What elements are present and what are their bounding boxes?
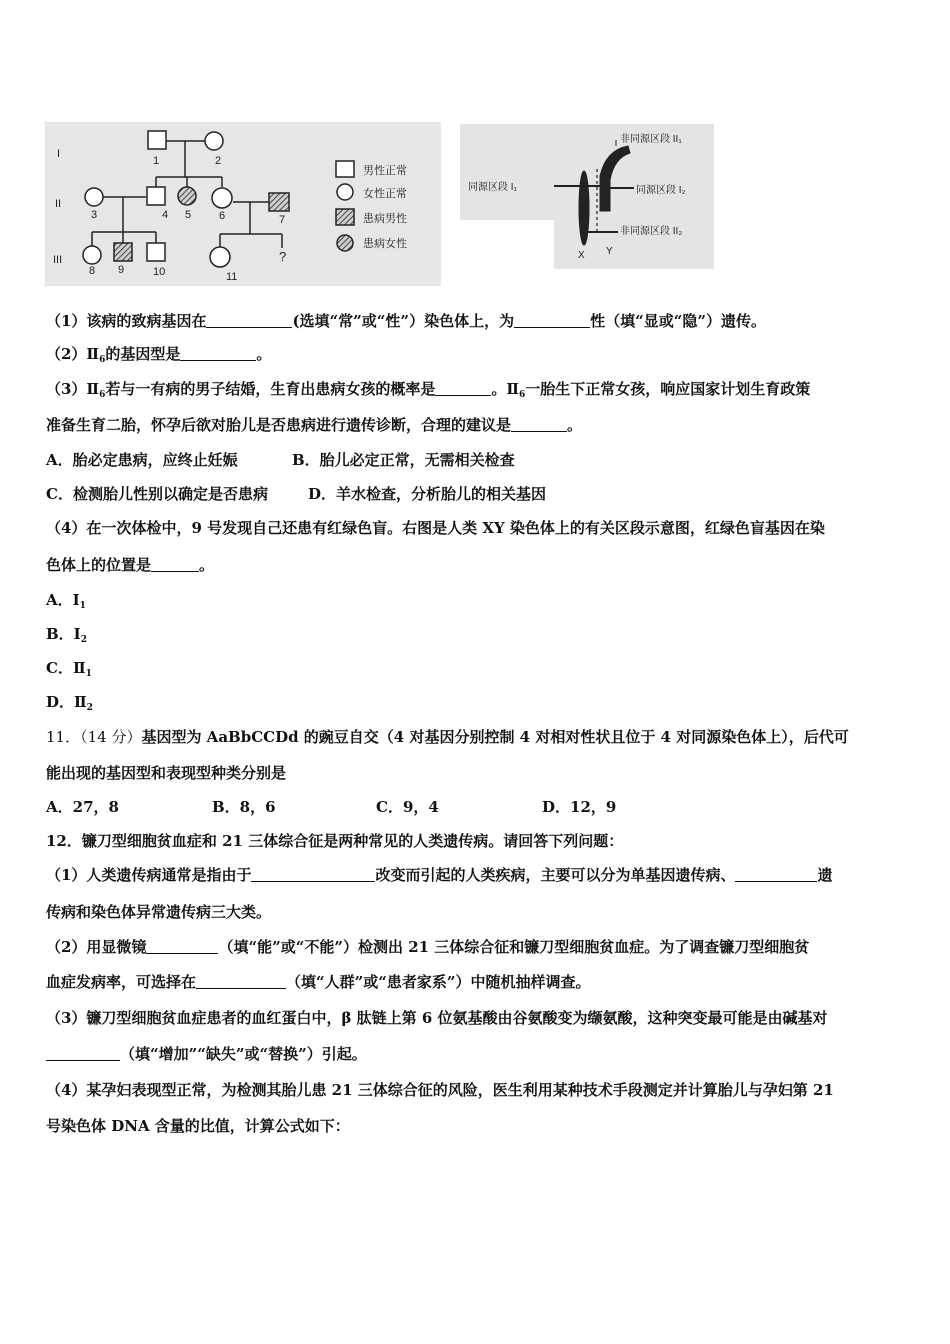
legend-affected-female: 患病女性 bbox=[363, 238, 407, 250]
pedigree-gen-I: I bbox=[57, 148, 61, 160]
q10-option-A: A．胎必定患病，应终止妊娠 bbox=[46, 451, 238, 469]
xy-label-y: Y bbox=[606, 246, 613, 257]
pedigree-III8-female bbox=[83, 246, 101, 264]
legend-affected-male-symbol bbox=[336, 209, 354, 225]
pedigree-num-7: 7 bbox=[279, 214, 286, 226]
pedigree-III10-male bbox=[147, 243, 165, 261]
pedigree-num-9: 9 bbox=[118, 264, 125, 276]
q12-part3-line1: （3）镰刀型细胞贫血症患者的血红蛋白中，β 肽链上第 6 位氨基酸由谷氨酸变为缬氨酸，这种突变最可能是由碱基对 bbox=[46, 1009, 828, 1027]
q11-option-C: C．9，4 bbox=[376, 798, 439, 816]
q12-part4-line1: （4）某孕妇表现型正常，为检测其胎儿患 21 三体综合征的风险，医生利用某种技术手段测定并计算胎儿与孕妇第 21 bbox=[46, 1081, 834, 1099]
pedigree-num-4: 4 bbox=[162, 209, 169, 221]
q10-options-AB bbox=[46, 449, 908, 471]
xy-label-x: X bbox=[578, 250, 585, 261]
q10-option-C: C．检测胎儿性别以确定是否患病 bbox=[46, 485, 268, 503]
q12-part1-line1: （1）人类遗传病通常是指由于 改变而引起的人类疾病，主要可以分为单基因遗传病、 遗 bbox=[46, 866, 833, 884]
pedigree-num-11: 11 bbox=[226, 271, 238, 283]
q12-part1-line2: 传病和染色体异常遗传病三大类。 bbox=[46, 903, 272, 921]
pedigree-II5-affected-female bbox=[178, 187, 196, 205]
legend-affected-male: 患病男性 bbox=[363, 213, 407, 225]
xy-label-I1: 同源区段 I₁ bbox=[468, 182, 517, 193]
q10-part2: $(2)Ⅱ_6$的基因型是 。 bbox=[46, 345, 272, 365]
pedigree-I2-female bbox=[205, 132, 223, 150]
pedigree-num-1: 1 bbox=[153, 155, 160, 167]
q11-stem-line2: 能出现的基因型和表现型种类分别是 bbox=[46, 764, 287, 782]
pedigree-num-2: 2 bbox=[215, 155, 222, 167]
q10-option-D: D．羊水检查，分析胎儿的相关基因 bbox=[308, 485, 547, 503]
q10-part3-line2: 准备生育二胎，怀孕后欲对胎儿是否患病进行遗传诊断，合理的建议是 。 bbox=[46, 416, 583, 434]
q10-p4-option-A: A．$I_1$ bbox=[46, 591, 86, 611]
q12-part2-line1: （2）用显微镜 （填“能”或“不能”）检测出 21 三体综合征和镰刀型细胞贫血症。为了调查镰刀型细胞贫 bbox=[46, 938, 810, 956]
q10-part4-line1: （4）在一次体检中，9 号发现自己还患有红绿色盲。右图是人类 XY 染色体上的有关区段示意图，红绿色盲基因在染 bbox=[46, 519, 825, 537]
pedigree-num-5: 5 bbox=[185, 209, 192, 221]
pedigree-I1-male bbox=[148, 131, 166, 149]
xy-label-II2: 非同源区段 II₂ bbox=[620, 226, 683, 237]
q10-options-CD bbox=[46, 483, 908, 505]
q10-part3-line1: $(3)Ⅱ_6$若与一有病的男子结婚，生育出患病女孩的概率是 。$Ⅱ_6$一胎生下正常女孩，响应国家计划生育政策 bbox=[46, 380, 811, 400]
q10-p4-option-D: D．$Ⅱ_2$ bbox=[46, 693, 93, 713]
q12-part4-line2: 号染色体 DNA 含量的比值，计算公式如下： bbox=[46, 1117, 350, 1135]
xy-chromosome-figure bbox=[460, 124, 714, 269]
q11-option-A: A．27，8 bbox=[46, 798, 119, 816]
q12-intro: 12．镰刀型细胞贫血症和 21 三体综合征是两种常见的人类遗传病。请回答下列问题： bbox=[46, 832, 624, 850]
xy-label-I2: 同源区段 I₂ bbox=[636, 185, 686, 196]
pedigree-III9-affected-male bbox=[114, 243, 132, 261]
q10-part1: （1）该病的致病基因在 (选填“常”或“性”）染色体上，为 性（填“显或“隐”）遗传。 bbox=[46, 312, 766, 330]
pedigree-figure bbox=[45, 122, 441, 286]
q11-options bbox=[46, 796, 908, 818]
pedigree-num-8: 8 bbox=[89, 265, 96, 277]
q11-stem-line1: 11．（14 分）基因型为 AaBbCCDd 的豌豆自交（4 对基因分别控制 4 对相对性状且位于 4 对同源染色体上），后代可 bbox=[46, 728, 849, 746]
pedigree-II6-female bbox=[212, 188, 232, 208]
q11-option-B: B．8，6 bbox=[212, 798, 276, 816]
pedigree-II4-male bbox=[147, 187, 165, 205]
pedigree-gen-II: II bbox=[55, 198, 62, 210]
pedigree-num-10: 10 bbox=[153, 266, 166, 278]
q10-p4-option-B: B．$I_2$ bbox=[46, 625, 87, 645]
pedigree-gen-III: III bbox=[53, 254, 63, 266]
pedigree-II7-affected-male bbox=[269, 193, 289, 211]
pedigree-unknown: ? bbox=[279, 249, 287, 264]
legend-affected-female-symbol bbox=[337, 235, 353, 251]
q10-p4-option-C: C．$Ⅱ_1$ bbox=[46, 659, 92, 679]
legend-female-normal-symbol bbox=[337, 184, 353, 200]
x-chromosome bbox=[579, 171, 589, 245]
pedigree-II3-female bbox=[85, 188, 103, 206]
q10-part4-line2: 色体上的位置是 。 bbox=[46, 556, 215, 574]
legend-male-normal: 男性正常 bbox=[363, 165, 407, 177]
q11-number: 11．（14 分） bbox=[46, 728, 142, 746]
q10-option-B: B．胎儿必定正常，无需相关检查 bbox=[292, 451, 515, 469]
legend-male-normal-symbol bbox=[336, 161, 354, 177]
q12-part3-line2: （填“增加”“缺失”或“替换”）引起。 bbox=[46, 1043, 908, 1065]
legend-female-normal: 女性正常 bbox=[363, 188, 407, 200]
pedigree-num-3: 3 bbox=[91, 209, 98, 221]
pedigree-num-6: 6 bbox=[219, 210, 226, 222]
q11-option-D: D．12，9 bbox=[542, 798, 617, 816]
xy-label-II1: 非同源区段 II₁ bbox=[620, 134, 682, 145]
q12-part2-line2: 血症发病率，可选择在 （填“人群”或“患者家系”）中随机抽样调查。 bbox=[46, 973, 591, 991]
pedigree-III11-female bbox=[210, 247, 230, 267]
